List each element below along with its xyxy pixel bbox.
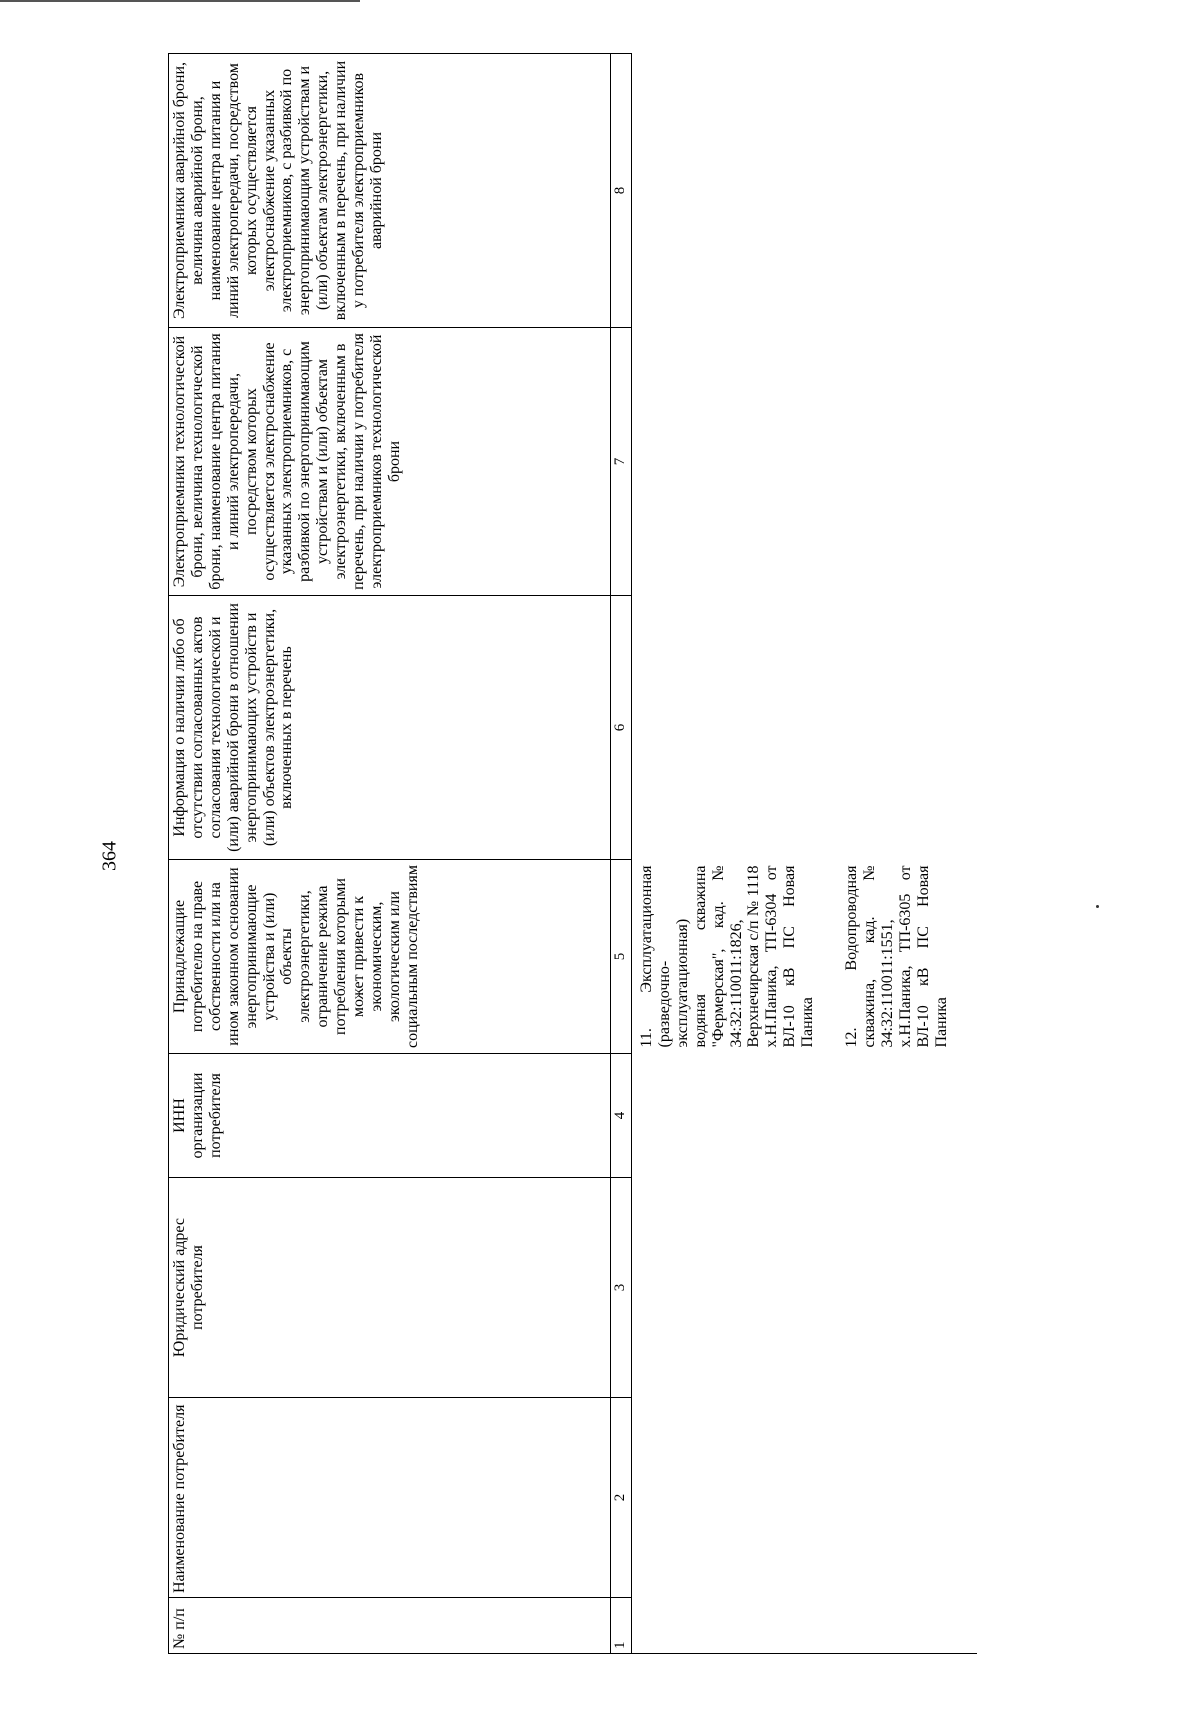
column-number: 1: [611, 1598, 632, 1654]
column-number: 8: [611, 54, 632, 328]
column-number-row: [611, 54, 632, 1654]
header-cell: № п/п: [169, 1598, 611, 1654]
table-cell: [632, 328, 977, 596]
header-cell: Принадлежащие потребителю на праве собственности или на ином законном основании энергопринимающие устройства и (или) объекты электроэнергетики, ограничение режима потребления которыми может привести к экономическим, экологическим или социальным последствиям: [169, 860, 611, 1054]
header-cell: Электроприемники технологической брони, величина технологической брони, наименование центра питания и линий электропередачи, посредством которых осуществляется электроснабжение указанных электроприемников, с разбивкой по энергопринимающим устройствам и (или) объектам электроэнергетики, включенным в перечень, при наличии у потребителя электроприемников технологической брони: [169, 328, 611, 596]
column-number: 4: [611, 1054, 632, 1178]
object-entry: 11. Эксплуатационная (разведочно-эксплуатационная) водяная скважина "Фермерская", кад. № 34:32:110011:1826, Верхнечирская с/п № 1118 х.Н.Паника, ТП-6304 от ВЛ-10 кВ ПС Новая Паника: [638, 865, 817, 1048]
header-cell: ИНН организации потребителя: [169, 1054, 611, 1178]
table-body-row: [632, 54, 977, 1654]
header-cell: Электроприемники аварийной брони, величина аварийной брони, наименование центра питания и линий электропередачи, посредством которых осуществляется электроснабжение указанных электроприемников, с разбивкой по энергопринимающим устройствам и (или) объектам электроэнергетики, включенным в перечень, при наличии у потребителя электроприемников аварийной брони: [169, 54, 611, 328]
header-cell: Информация о наличии либо об отсутствии согласованных актов согласования технологической и (или) аварийной брони в отношении энергопринимающих устройств и (или) объектов электроэнергетики, включенных в перечень: [169, 596, 611, 860]
objects-cell: [632, 860, 977, 1054]
header-cell: Наименование потребителя: [169, 1398, 611, 1598]
table-cell: [632, 1398, 977, 1598]
column-number: 2: [611, 1398, 632, 1598]
column-number: 7: [611, 328, 632, 596]
table-header-row: [169, 54, 611, 1654]
table-cell: [632, 54, 977, 328]
table-cell: [632, 1178, 977, 1398]
column-number: 5: [611, 860, 632, 1054]
column-number: 3: [611, 1178, 632, 1398]
rotated-table-wrapper: [168, 54, 988, 1654]
table-cell: [632, 1054, 977, 1178]
table-cell: [632, 596, 977, 860]
object-entry: 12. Водопроводная скважина, кад. № 34:32:110011:1551, х.Н.Паника, ТП-6305 от ВЛ-10 кВ ПС Новая Паника: [843, 865, 950, 1048]
page-number: 364: [98, 841, 121, 871]
table-cell: [632, 1598, 977, 1654]
scan-speck: [1096, 905, 1099, 908]
column-number: 6: [611, 596, 632, 860]
scan-top-edge: [0, 0, 360, 2]
header-cell: Юридический адрес потребителя: [169, 1178, 611, 1398]
consumers-table: [168, 53, 977, 1654]
